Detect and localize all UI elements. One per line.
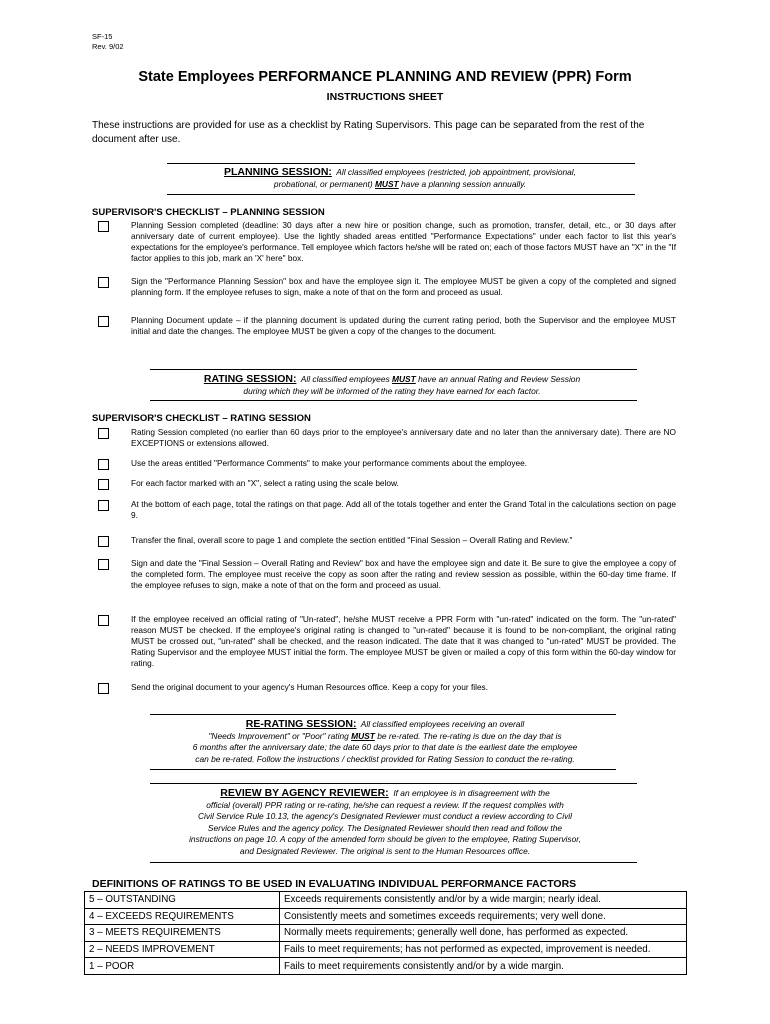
checkbox[interactable]	[98, 221, 109, 232]
checklist-item-text: At the bottom of each page, total the ratings on that page. Add all of the totals together and enter the Grand Total in the calculations section on page 9.	[131, 499, 676, 520]
agency-review-box	[130, 788, 640, 857]
table-row	[85, 925, 687, 942]
rating-text-1a: All classified employees	[300, 374, 390, 384]
checklist-item-text: Planning Session completed (deadline: 30 days after a new hire or position change, such as promotion, transfer, detail, etc., or 30 days after anniversary date of current employee). Use the lightly shaded areas entitled "Performance Expectations" under each factor to list this year's expectations for the employee's performance. Tell employee which factors he/she will be rated on; each of those factors MUST have an "X" in the "If factor applies to this job, mark an 'X' here" box.	[131, 220, 676, 263]
rerating-text-2b: be re-rated. The re-rating is due on the day that is	[377, 730, 562, 741]
planning-session-heading: PLANNING SESSION:	[223, 166, 332, 178]
planning-session-box	[160, 167, 640, 190]
checkbox[interactable]	[98, 500, 109, 511]
review-text-1: If an employee is in disagreement with the	[393, 788, 550, 798]
checkbox[interactable]	[98, 479, 109, 490]
rating-must: MUST	[392, 374, 416, 384]
review-top-rule	[150, 783, 637, 784]
checkbox[interactable]	[98, 428, 109, 439]
description-cell: Consistently meets and sometimes exceeds requirements; very well done.	[280, 908, 687, 925]
rating-text-1b: have an annual Rating and Review Session	[418, 374, 581, 384]
checklist-item-text: Send the original document to your agency's Human Resources office. Keep a copy for your files.	[131, 682, 489, 692]
rerating-text-2a: "Needs Improvement" or "Poor" rating	[208, 730, 349, 741]
review-bottom-rule	[150, 862, 637, 863]
rerating-bottom-rule	[150, 769, 616, 770]
checkbox[interactable]	[98, 683, 109, 694]
rating-cell: 3 – MEETS REQUIREMENTS	[85, 925, 280, 942]
planning-text-1: All classified employees (restricted, job appointment, provisional,	[336, 167, 576, 177]
checklist-item-text: Transfer the final, overall score to page 1 and complete the section entitled "Final Session – Overall Rating and Review."	[131, 535, 573, 545]
review-text-2: official (overall) PPR rating or re-rating, he/she can request a review. If the request complies with	[206, 799, 564, 810]
rerating-text-3: 6 months after the anniversary date; the date 60 days prior to that date is the earliest date the employee	[192, 742, 578, 752]
intro-text: These instructions are provided for use as a checklist by Rating Supervisors. This page can be separated from the rest of the document after use.	[92, 120, 645, 145]
checklist-item-text: Sign and date the "Final Session – Overall Rating and Review" box and have the employee sign and date it. Be sure to give the employee a copy of the completed form. The employee must receive the copy as soon after the rating and review session as possible, within the 60-day time frame. If the employee refuses to sign, make a note of that on the form and proceed as usual.	[131, 558, 676, 590]
review-text-3: Civil Service Rule 10.13, the agency's Designated Reviewer must conduct a review according to Civil	[198, 811, 572, 821]
rerating-top-rule	[150, 714, 616, 715]
rating-session-heading: RATING SESSION:	[203, 373, 297, 385]
checklist-item-text: Planning Document update – if the planning document is updated during the current rating period, both the Supervisor and the employee MUST initial and date the changes. The employee MUST be given a copy of the changes to the document.	[131, 315, 676, 336]
checklist-item-text: Rating Session completed (no earlier than 60 days prior to the employee's anniversary date and no later than the anniversary date). There are NO EXCEPTIONS or extensions allowed.	[131, 427, 676, 448]
checklist-item-text: Use the areas entitled "Performance Comments" to make your performance comments about the employee.	[131, 458, 528, 468]
checkbox[interactable]	[98, 316, 109, 327]
page-subtitle: INSTRUCTIONS SHEET	[326, 91, 444, 103]
table-row	[85, 958, 687, 975]
rating-cell: 5 – OUTSTANDING	[85, 892, 280, 909]
planning-text-2a: probational, or permanent)	[273, 178, 373, 189]
form-code: SF-15	[92, 32, 113, 41]
checklist-item-text: Sign the "Performance Planning Session" box and have the employee sign it. The employee MUST be given a copy of the completed and signed planning form. If the employee refuses to sign, make a note of that on the form and proceed as usual.	[131, 276, 676, 297]
review-text-5: instructions on page 10. A copy of the amended form should be given to the employee, Rating Supervisor,	[189, 834, 581, 844]
page-title: State Employees PERFORMANCE PLANNING AND REVIEW (PPR) Form	[138, 69, 632, 85]
definitions-table	[84, 891, 687, 975]
agency-review-heading: REVIEW BY AGENCY REVIEWER:	[220, 787, 389, 799]
description-cell: Normally meets requirements; generally well done, has performed as expected.	[280, 925, 687, 942]
review-text-6: and Designated Reviewer. The original is sent to the Human Resources office.	[239, 845, 531, 856]
checklist-item-text: For each factor marked with an "X", select a rating using the scale below.	[131, 478, 399, 488]
rating-top-rule	[150, 369, 637, 370]
planning-top-rule	[167, 163, 635, 164]
rating-session-box	[142, 374, 642, 397]
planning-must: MUST	[374, 178, 399, 189]
table-row	[85, 941, 687, 958]
form-id	[92, 32, 124, 52]
rating-cell: 4 – EXCEEDS REQUIREMENTS	[85, 908, 280, 925]
rerating-session-heading: RE-RATING SESSION:	[245, 718, 357, 730]
rating-text-2: during which they will be informed of the rating they have earned for each factor.	[243, 385, 541, 396]
rating-cell: 1 – POOR	[85, 958, 280, 975]
checkbox[interactable]	[98, 277, 109, 288]
checkbox[interactable]	[98, 459, 109, 470]
planning-bottom-rule	[167, 194, 635, 195]
rating-bottom-rule	[150, 400, 637, 401]
description-cell: Fails to meet requirements; has not performed as expected, improvement is needed.	[280, 941, 687, 958]
rerating-session-box	[130, 719, 640, 765]
checkbox[interactable]	[98, 536, 109, 547]
checkbox[interactable]	[98, 559, 109, 570]
table-row	[85, 892, 687, 909]
description-cell: Fails to meet requirements consistently and/or by a wide margin.	[280, 958, 687, 975]
form-revision: Rev. 9/02	[92, 42, 124, 51]
table-row	[85, 908, 687, 925]
rating-cell: 2 – NEEDS IMPROVEMENT	[85, 941, 280, 958]
rating-checklist-heading: SUPERVISOR'S CHECKLIST – RATING SESSION	[92, 413, 311, 424]
rerating-text-1: All classified employees receiving an overall	[360, 719, 525, 729]
definitions-heading: DEFINITIONS OF RATINGS TO BE USED IN EVALUATING INDIVIDUAL PERFORMANCE FACTORS	[92, 878, 577, 890]
description-cell: Exceeds requirements consistently and/or by a wide margin; nearly ideal.	[280, 892, 687, 909]
checklist-item-text: If the employee received an official rating of "Un-rated", he/she MUST receive a PPR Form with "un-rated" indicated on the form. The "un-rated" reason MUST be checked. If the employee's original rating is changed to "un-rated" because it is found to be non-compliant, the original rating MUST be crossed out, "un-rated" shall be checked, and the reason indicated. The date that it was changed to "un-rated" MUST be provided. The Rating Supervisor and the employee MUST initial the form. The employee MUST be given or mailed a copy of this form within the 60-day window for rating.	[131, 614, 676, 668]
rerating-text-4: can be re-rated. Follow the instructions / checklist provided for Rating Session to conduct the re-rating.	[195, 753, 575, 764]
planning-text-2b: have a planning session annually.	[401, 178, 527, 189]
checkbox[interactable]	[98, 615, 109, 626]
rerating-must: MUST	[351, 730, 375, 741]
planning-checklist-heading: SUPERVISOR'S CHECKLIST – PLANNING SESSION	[92, 207, 325, 218]
review-text-4: Service Rules and the agency policy. The Designated Reviewer should then read and follow the	[207, 822, 563, 833]
